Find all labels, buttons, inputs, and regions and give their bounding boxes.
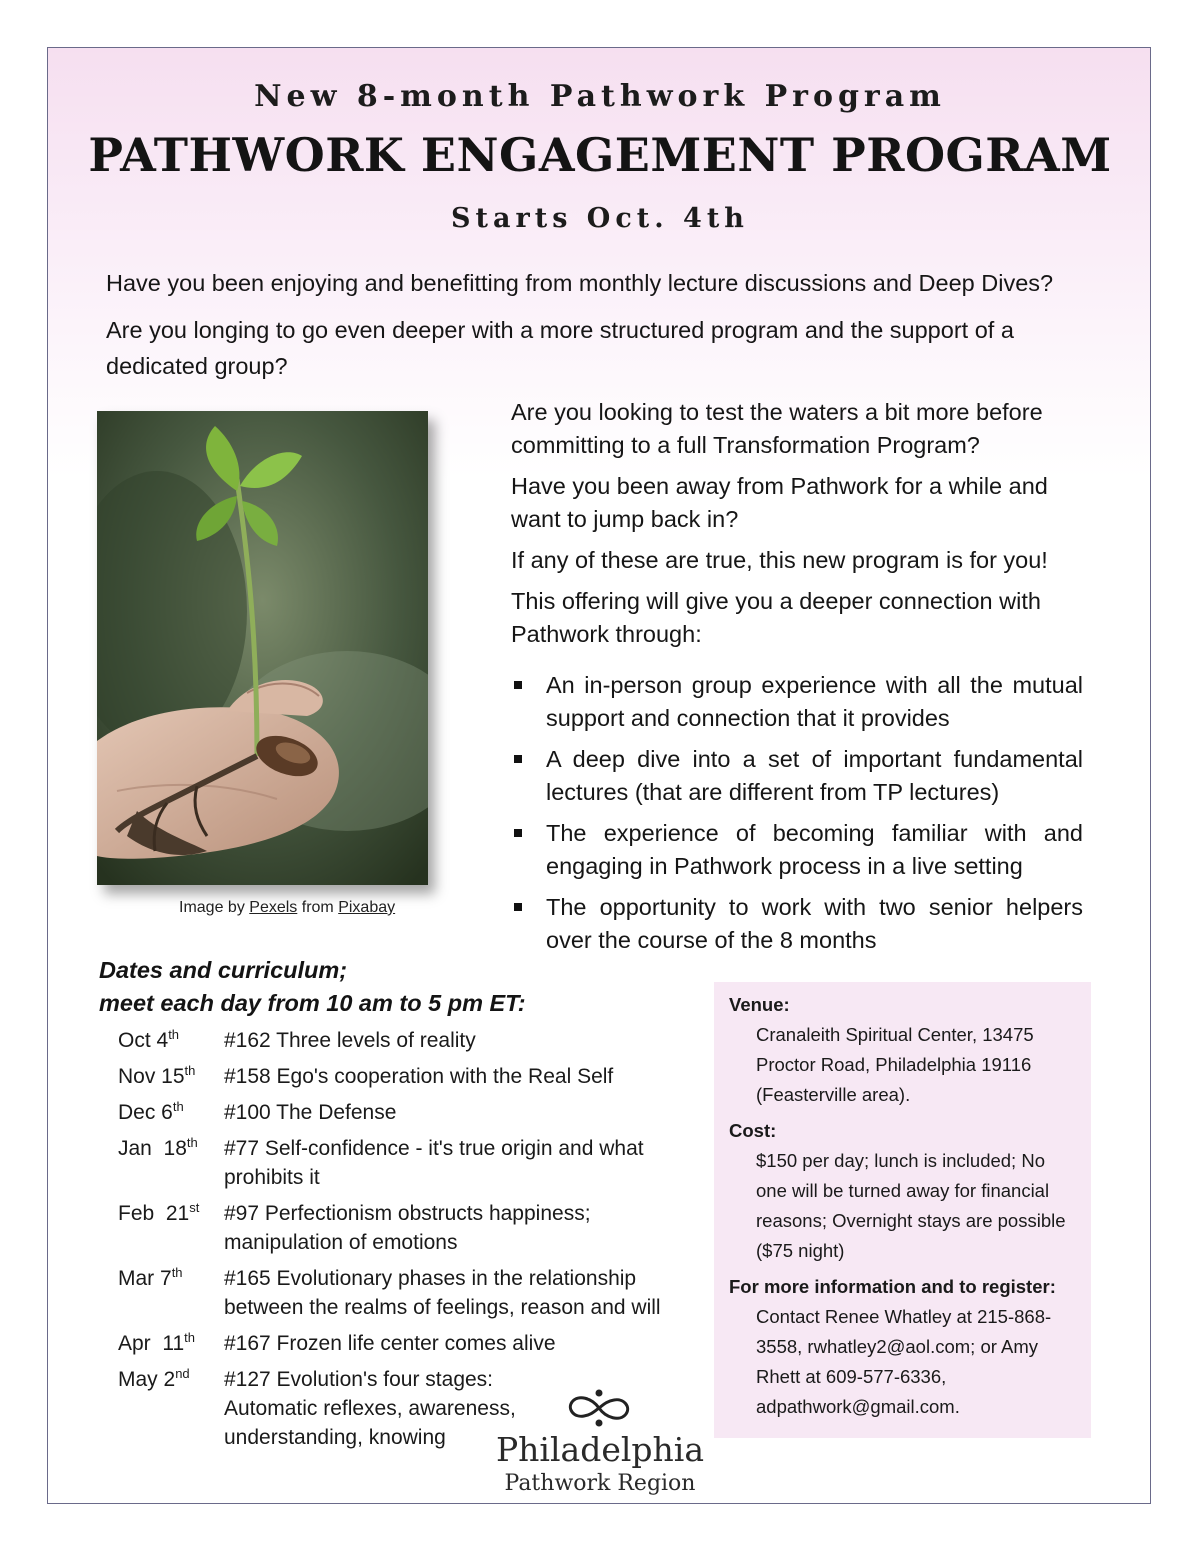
seedling-photo (97, 411, 428, 885)
caption-middle: from (301, 899, 334, 916)
session-date: Oct 4th (118, 1027, 180, 1052)
list-item (511, 817, 1083, 883)
cost-label: Cost: (729, 1120, 777, 1141)
image-caption (97, 899, 497, 917)
session-date: Feb 21st (118, 1200, 200, 1225)
venue-label: Venue: (729, 994, 790, 1015)
dates-heading-line-2: meet each day from 10 am to 5 pm ET: (99, 990, 526, 1016)
list-item (511, 743, 1083, 809)
session-date: Apr 11th (118, 1330, 195, 1355)
register-label: For more information and to register: (729, 1276, 1056, 1297)
bullet-square-icon (514, 829, 522, 837)
schedule-row (118, 1199, 698, 1257)
bullet-square-icon (514, 681, 522, 689)
bullet-square-icon (514, 755, 522, 763)
right-paragraph-2: Have you been away from Pathwork for a while and want to jump back in? (511, 473, 1048, 532)
right-paragraph-3: If any of these are true, this new program is for you! (511, 547, 1048, 573)
schedule-row (118, 1329, 698, 1358)
info-box (714, 982, 1091, 1438)
schedule-row (118, 1062, 698, 1091)
session-date: May 2nd (118, 1366, 190, 1391)
schedule-row (118, 1264, 698, 1322)
session-topic: #100 The Defense (224, 1101, 397, 1124)
start-date: Starts Oct. 4th (451, 203, 749, 234)
session-topic: #162 Three levels of reality (224, 1029, 476, 1052)
dates-heading-line-1: Dates and curriculum; (99, 957, 348, 983)
schedule-row (118, 1026, 698, 1055)
benefit-text: An in-person group experience with all the mutual support and connection that it provides (546, 672, 1083, 731)
logo-region-subtitle: Pathwork Region (504, 1471, 696, 1496)
seedling-illustration (97, 411, 428, 885)
infinity-logo-icon (564, 1388, 634, 1428)
register-text: Contact Renee Whatley at 215-868-3558, rwhatley2@aol.com; or Amy Rhett at 609-577-6336, adpathwork@gmail.com. (756, 1306, 1052, 1417)
benefit-text: The experience of becoming familiar with and engaging in Pathwork process in a live setting (546, 820, 1083, 879)
bullet-square-icon (514, 903, 522, 911)
intro-question-1: Have you been enjoying and benefitting from monthly lecture discussions and Deep Dives? (106, 270, 1054, 296)
session-date: Nov 15th (118, 1063, 196, 1088)
right-column (511, 396, 1083, 965)
list-item (511, 669, 1083, 735)
logo-region-name: Philadelphia (495, 1430, 705, 1469)
intro-question-2: Are you longing to go even deeper with a more structured program and the support of a dedicated group? (106, 317, 1014, 379)
right-paragraph-1: Are you looking to test the waters a bit more before committing to a full Transformation Program? (511, 399, 1043, 458)
session-date: Dec 6th (118, 1099, 184, 1124)
caption-author-link[interactable]: Pexels (249, 899, 298, 916)
benefit-text: The opportunity to work with two senior helpers over the course of the 8 months (546, 894, 1083, 953)
session-date: Jan 18th (118, 1135, 198, 1160)
session-topic: #165 Evolutionary phases in the relationship between the realms of feelings, reason and will (224, 1267, 661, 1319)
venue-text: Cranaleith Spiritual Center, 13475 Proctor Road, Philadelphia 19116 (Feasterville area). (756, 1024, 1034, 1105)
main-title: PATHWORK ENGAGEMENT PROGRAM (88, 128, 1112, 182)
kicker-title: New 8-month Pathwork Program (254, 79, 946, 114)
benefit-text: A deep dive into a set of important fundamental lectures (that are different from TP lectures) (546, 746, 1083, 805)
session-topic: #158 Ego's cooperation with the Real Self (224, 1065, 614, 1088)
session-date: Mar 7th (118, 1265, 183, 1290)
session-topic: #77 Self-confidence - it's true origin and what prohibits it (224, 1137, 644, 1189)
schedule-row (118, 1134, 698, 1192)
cost-text: $150 per day; lunch is included; No one will be turned away for financial reasons; Overnight stays are possible ($75 night) (756, 1150, 1066, 1261)
benefits-list (511, 669, 1083, 957)
caption-source-link[interactable]: Pixabay (338, 899, 396, 916)
session-topic: #167 Frozen life center comes alive (224, 1332, 556, 1355)
session-topic: #97 Perfectionism obstructs happiness; manipulation of emotions (224, 1202, 591, 1254)
dates-heading (99, 954, 526, 1020)
caption-prefix: Image by (179, 899, 245, 916)
list-item (511, 891, 1083, 957)
right-paragraph-4: This offering will give you a deeper connection with Pathwork through: (511, 588, 1041, 647)
schedule-row (118, 1098, 698, 1127)
intro-text (106, 265, 1096, 384)
session-topic: #127 Evolution's four stages: Automatic reflexes, awareness, understanding, knowing (224, 1368, 516, 1449)
